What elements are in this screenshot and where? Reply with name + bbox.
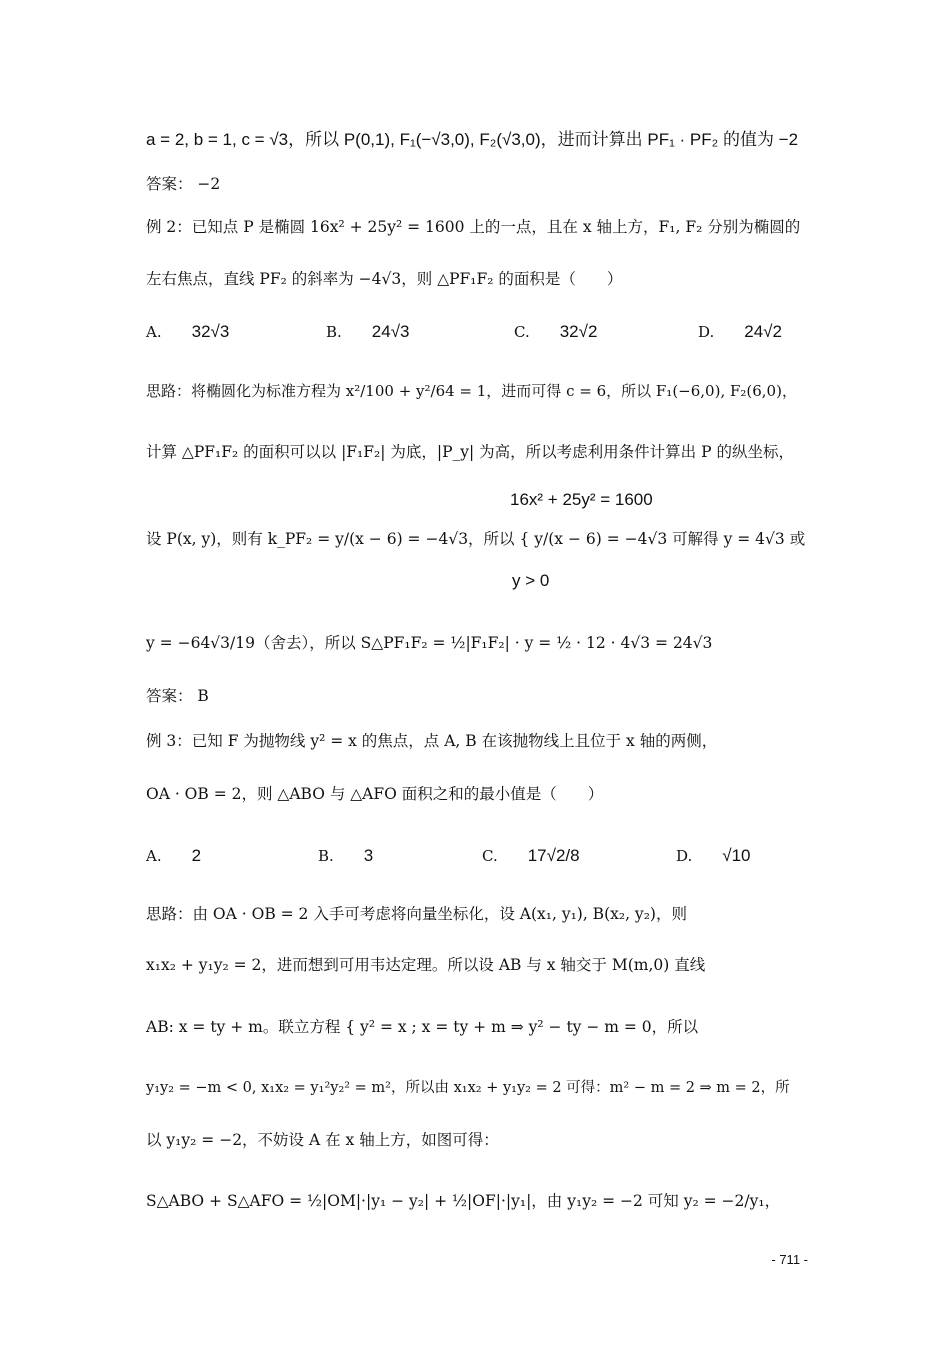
example-2-line-1: 例 2：已知点 P 是椭圆 16x² + 25y² = 1600 上的一点，且在 x 轴上方，F₁, F₂ 分别为椭圆的 — [146, 218, 801, 236]
option-b: B. 24√3 — [326, 322, 410, 341]
idea-line-1: 思路：将椭圆化为标准方程为 x²/100 + y²/64 = 1，进而可得 c = 6，所以 F₁(−6,0), F₂(6,0)， — [146, 382, 797, 400]
option-a: A. 32√3 — [146, 322, 230, 341]
example-3-line-2: OA · OB = 2，则 △ABO 与 △AFO 面积之和的最小值是（ ） — [146, 785, 604, 803]
idea-line-2: 计算 △PF₁F₂ 的面积可以以 |F₁F₂| 为底，|P_y| 为高，所以考虑利用条件计算出 P 的纵坐标， — [146, 443, 794, 461]
option-a-ex3: A. 2 — [146, 846, 202, 865]
idea-3-line-1: 思路：由 OA · OB = 2 入手可考虑将向量坐标化，设 A(x₁, y₁), B(x₂, y₂)，则 — [146, 905, 687, 923]
option-d-ex3: D. √10 — [676, 846, 751, 865]
option-d: D. 24√2 — [698, 322, 782, 341]
answer-2: 答案： B — [146, 687, 209, 705]
idea-3-line-3: AB: x = ty + m。联立方程 { y² = x ; x = ty + m ⇒ y² − ty − m = 0，所以 — [146, 1018, 699, 1036]
area-line: y = −64√3/19（舍去），所以 S△PF₁F₂ = ½|F₁F₂| · y = ½ · 12 · 4√3 = 24√3 — [146, 634, 713, 652]
option-b-ex3: B. 3 — [318, 846, 374, 865]
option-c: C. 32√2 — [514, 322, 598, 341]
solution-line-1: a = 2, b = 1, c = √3，所以 P(0,1), F₁(−√3,0), F₂(√3,0)，进而计算出 PF₁ · PF₂ 的值为 −2 — [146, 130, 799, 149]
system-eq-1: 16x² + 25y² = 1600 — [510, 490, 653, 509]
example-3-line-1: 例 3：已知 F 为抛物线 y² = x 的焦点，点 A, B 在该抛物线上且位于 x 轴的两侧， — [146, 732, 718, 750]
idea-line-3: 设 P(x, y)，则有 k_PF₂ = y/(x − 6) = −4√3，所以 { y/(x − 6) = −4√3 可解得 y = 4√3 或 — [146, 530, 806, 548]
system-eq-3: y > 0 — [512, 571, 550, 590]
idea-3-line-2: x₁x₂ + y₁y₂ = 2，进而想到可用韦达定理。所以设 AB 与 x 轴交于 M(m,0) 直线 — [146, 956, 706, 974]
example-2-line-2: 左右焦点，直线 PF₂ 的斜率为 −4√3，则 △PF₁F₂ 的面积是（ ） — [146, 270, 623, 288]
idea-3-line-4: y₁y₂ = −m < 0, x₁x₂ = y₁²y₂² = m²，所以由 x₁x₂ + y₁y₂ = 2 可得：m² − m = 2 ⇒ m = 2，所 — [146, 1080, 790, 1096]
idea-3-line-5: 以 y₁y₂ = −2，不妨设 A 在 x 轴上方，如图可得： — [146, 1131, 499, 1149]
option-c-ex3: C. 17√2/8 — [482, 846, 580, 865]
answer-1: 答案： −2 — [146, 175, 221, 193]
page-number: - 711 - — [771, 1252, 808, 1267]
idea-3-line-6: S△ABO + S△AFO = ½|OM|·|y₁ − y₂| + ½|OF|·|y₁|，由 y₁y₂ = −2 可知 y₂ = −2/y₁， — [146, 1192, 781, 1210]
